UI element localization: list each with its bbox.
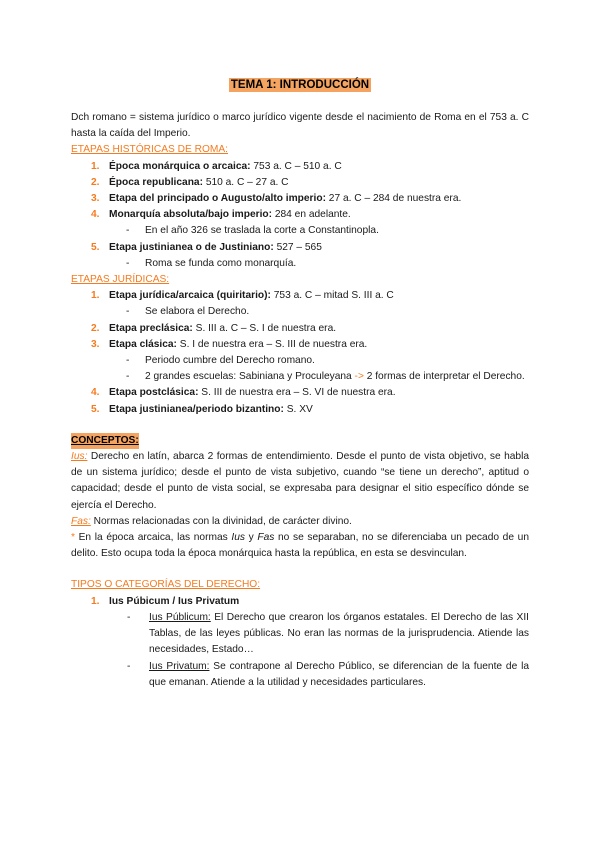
- ius-term: Ius:: [71, 451, 88, 463]
- sub-item-text: Periodo cumbre del Derecho romano.: [145, 355, 315, 367]
- item-number: 1.: [91, 290, 100, 302]
- item-term: Ius Púbicum / Ius Privatum: [109, 595, 240, 607]
- note-paragraph: [71, 530, 529, 562]
- ius-paragraph: [71, 449, 529, 514]
- note-text-c: no se separaban, no se diferenciaba un pecado de un delito. Esto ocupa toda la época monárquica hasta la república, en esta se desvinculan.: [71, 532, 529, 560]
- item-term: Etapa justinianea o de Justiniano:: [109, 241, 274, 253]
- list-etapas-historicas: [71, 159, 529, 224]
- dash-marker: -: [126, 371, 130, 383]
- sublist-tipos: [71, 610, 529, 691]
- sub-item: [71, 659, 529, 691]
- list-etapas-juridicas-end: [71, 385, 529, 417]
- privatum-term: Ius Privatum:: [149, 660, 210, 672]
- item-desc: 753 a. C – mitad S. III a. C: [270, 290, 394, 302]
- dash-marker: -: [126, 355, 130, 367]
- sub-item-text: Roma se funda como monarquía.: [145, 257, 297, 269]
- sublist: [71, 304, 529, 320]
- spacer: [71, 418, 529, 433]
- item-number: 4.: [91, 387, 100, 399]
- asterisk-icon: *: [71, 532, 75, 544]
- list-etapas-historicas-cont: [71, 240, 529, 256]
- item-term: Etapa preclásica:: [109, 322, 193, 334]
- publicum-term: Ius Públicum:: [149, 611, 211, 623]
- publicum-text: El Derecho que crearon los órganos estatales. El Derecho de las XII Tablas, de las leyes públicas. No eran las normas de la jurisprudencia. Atiende las necesidades, Estado…: [149, 611, 529, 656]
- section-heading-etapas-juridicas: ETAPAS JURÍDICAS:: [71, 274, 170, 286]
- arrow-icon: ->: [354, 371, 364, 383]
- item-term: Etapa del principado o Augusto/alto imperio:: [109, 193, 326, 205]
- fas-text: Normas relacionadas con la divinidad, de carácter divino.: [90, 515, 352, 527]
- list-item: [71, 337, 529, 353]
- note-text-a: En la época arcaica, las normas: [74, 532, 232, 544]
- sublist: [71, 256, 529, 272]
- list-item: [71, 175, 529, 191]
- sub-item: [71, 304, 529, 320]
- sub-item: [71, 256, 529, 272]
- list-etapas-juridicas: [71, 288, 529, 304]
- sub-item-text: Se elabora el Derecho.: [145, 306, 250, 318]
- item-number: 2.: [91, 322, 100, 334]
- item-term: Época monárquica o arcaica:: [109, 160, 251, 172]
- item-desc: S. III a. C – S. I de nuestra era.: [192, 322, 337, 334]
- dash-marker: -: [126, 257, 130, 269]
- list-tipos: [71, 594, 529, 610]
- item-term: Época republicana:: [109, 176, 203, 188]
- item-desc: S. XV: [283, 403, 313, 415]
- dash-marker: -: [126, 225, 130, 237]
- list-item: [71, 191, 529, 207]
- section-heading-etapas-historicas: ETAPAS HISTÓRICAS DE ROMA:: [71, 144, 228, 156]
- content: [71, 110, 529, 691]
- item-term: Monarquía absoluta/bajo imperio:: [109, 209, 273, 221]
- item-desc: 284 en adelante.: [272, 209, 351, 221]
- sub-item-text: En el año 326 se traslada la corte a Constantinopla.: [145, 225, 379, 237]
- item-number: 5.: [91, 241, 100, 253]
- item-desc: S. III de nuestra era – S. VI de nuestra era.: [198, 387, 396, 399]
- item-desc: 510 a. C – 27 a. C: [202, 176, 289, 188]
- item-term: Etapa jurídica/arcaica (quiritario):: [109, 290, 271, 302]
- list-item: [71, 159, 529, 175]
- section-heading-conceptos: [71, 433, 529, 449]
- ius-text: Derecho en latín, abarca 2 formas de entendimiento. Desde el punto de vista objetivo, se habla de un sistema jurídico; desde el punto de vista subjetivo, cuando “se tiene un derecho”, aptitud o capacidad; desde el punto de vista social, se expresaba para designar el sitio específico dónde se ejercía el Derecho.: [71, 451, 529, 511]
- list-item: [71, 207, 529, 223]
- list-etapas-juridicas-cont: [71, 321, 529, 353]
- sub-item: [71, 610, 529, 659]
- note-text-b: y: [244, 532, 258, 544]
- escuelas-text-a: 2 grandes escuelas: Sabiniana y Proculeyana: [145, 371, 355, 383]
- section-heading-tipos: TIPOS O CATEGORÍAS DEL DERECHO:: [71, 579, 261, 591]
- note-fas: Fas: [257, 532, 275, 544]
- item-number: 3.: [91, 193, 100, 205]
- sublist: [71, 223, 529, 239]
- note-ius: Ius: [231, 532, 245, 544]
- list-item: [71, 402, 529, 418]
- dash-marker: -: [127, 611, 131, 623]
- title-wrap: [0, 78, 600, 92]
- list-item: [71, 385, 529, 401]
- list-item: [71, 288, 529, 304]
- sublist: [71, 353, 529, 385]
- item-desc: 753 a. C – 510 a. C: [250, 160, 342, 172]
- item-number: 2.: [91, 176, 100, 188]
- item-desc: S. I de nuestra era – S. III de nuestra era.: [176, 338, 368, 350]
- page-title: TEMA 1: INTRODUCCIÓN: [230, 79, 370, 91]
- dash-marker: -: [127, 660, 131, 672]
- item-number: 1.: [91, 595, 100, 607]
- item-number: 3.: [91, 338, 100, 350]
- privatum-text: Se contrapone al Derecho Público, se diferencian de la fuente de la que emanan. Atiende a la utilidad y necesidades particulares.: [149, 660, 529, 688]
- item-term: Etapa clásica:: [109, 338, 177, 350]
- item-number: 5.: [91, 403, 100, 415]
- sub-item: [71, 223, 529, 239]
- item-desc: 527 – 565: [273, 241, 322, 253]
- conceptos-heading: CONCEPTOS:: [71, 433, 139, 449]
- list-item: [71, 321, 529, 337]
- intro-paragraph: Dch romano = sistema jurídico o marco jurídico vigente desde el nacimiento de Roma en el 753 a. C hasta la caída del Imperio.: [71, 112, 529, 140]
- item-desc: 27 a. C – 284 de nuestra era.: [325, 193, 462, 205]
- fas-paragraph: [71, 514, 529, 530]
- spacer: [71, 562, 529, 577]
- sub-item: [71, 369, 529, 385]
- fas-term: Fas:: [71, 515, 91, 527]
- sub-item: [71, 353, 529, 369]
- item-number: 1.: [91, 160, 100, 172]
- item-term: Etapa justinianea/periodo bizantino:: [109, 403, 284, 415]
- item-number: 4.: [91, 209, 100, 221]
- item-term: Etapa postclásica:: [109, 387, 199, 399]
- list-item: [71, 240, 529, 256]
- dash-marker: -: [126, 306, 130, 318]
- list-item: [71, 594, 529, 610]
- escuelas-text-b: 2 formas de interpretar el Derecho.: [363, 371, 525, 383]
